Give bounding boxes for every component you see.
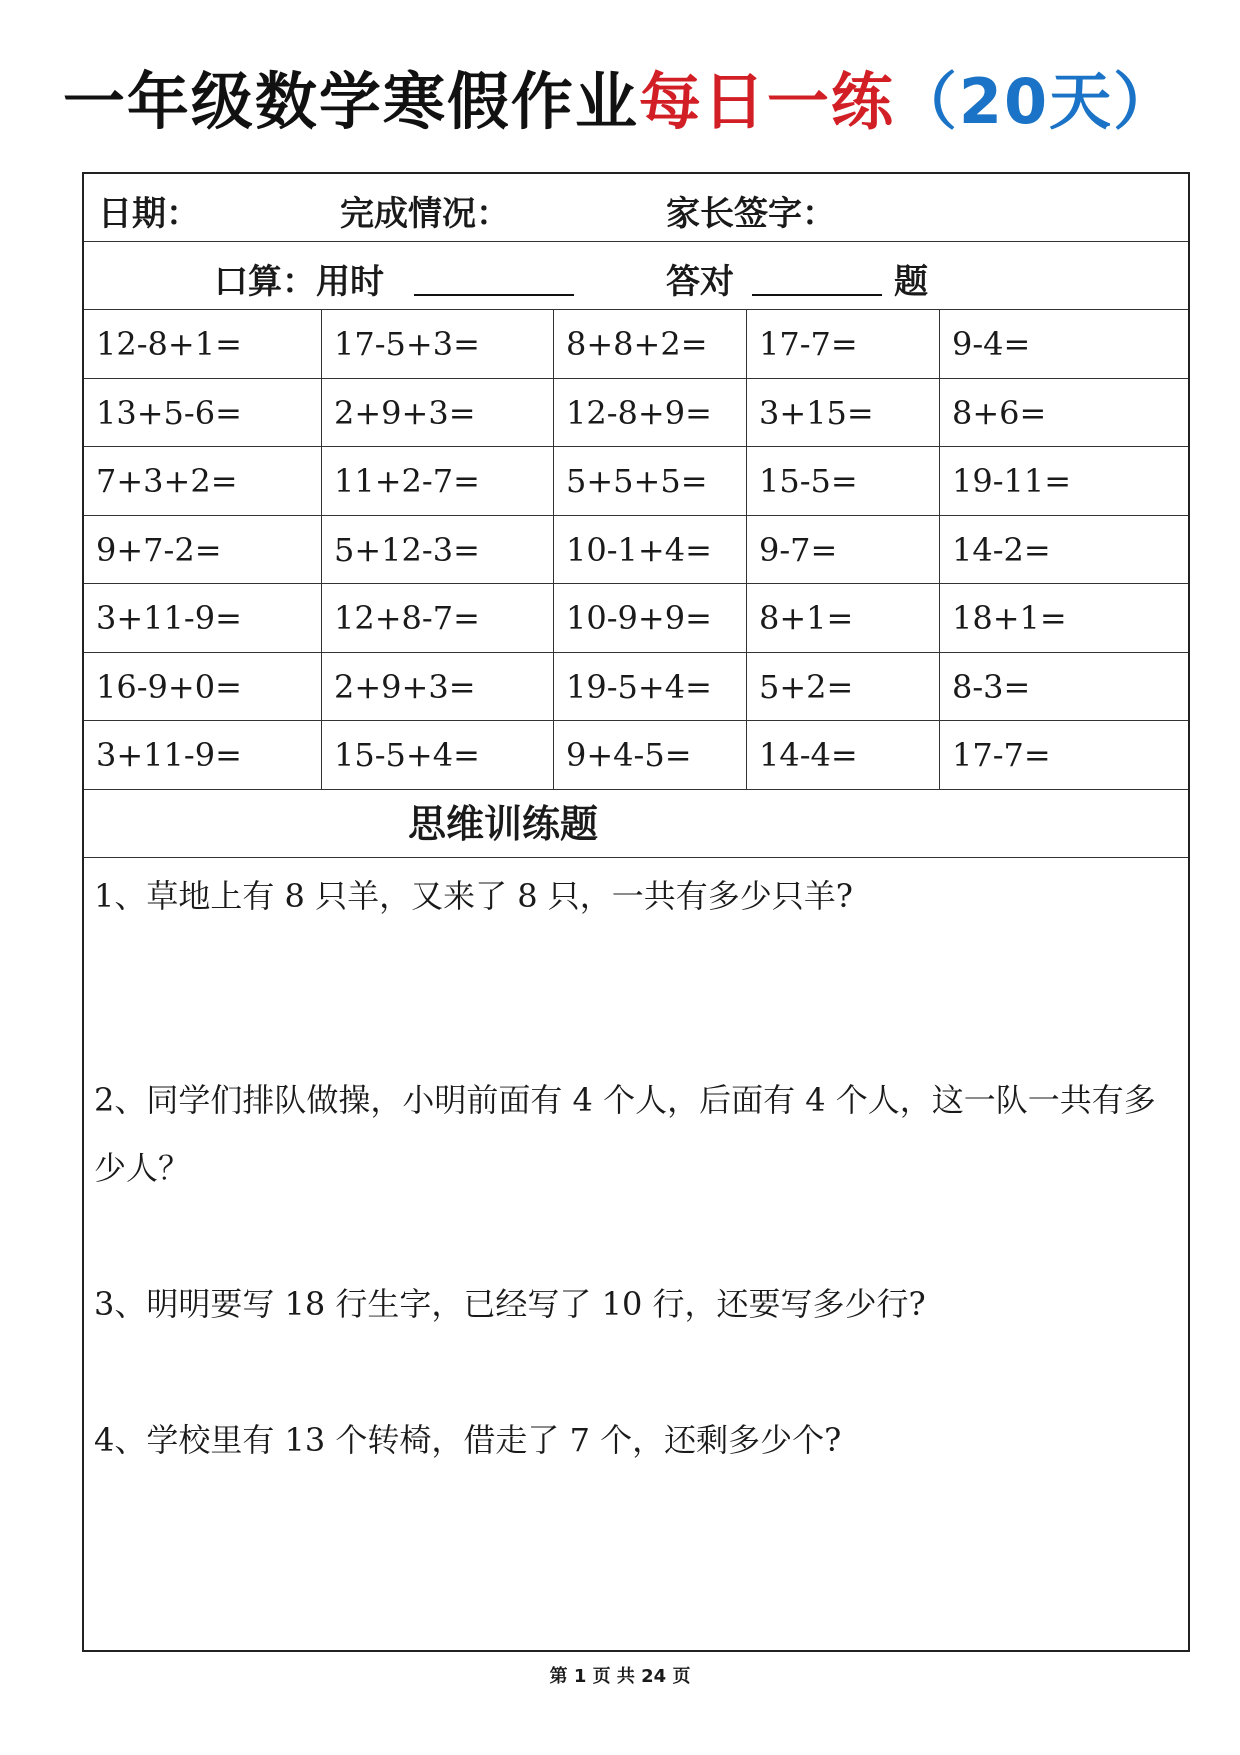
problem-cell: 3+11-9= xyxy=(84,721,322,789)
time-blank[interactable] xyxy=(414,294,574,296)
title-main: 一年级数学寒假作业 xyxy=(62,65,639,138)
problem-cell: 12-8+9= xyxy=(554,379,747,447)
problem-cell: 17-7= xyxy=(952,736,1051,774)
problem-row xyxy=(84,447,1188,516)
correct-label: 答对 xyxy=(666,262,734,302)
question-2: 2、同学们排队做操，小明前面有 4 个人，后面有 4 个人，这一队一共有多少人？ xyxy=(94,1081,1156,1187)
parent-sign-label: 家长签字： xyxy=(666,194,836,234)
status-label: 完成情况： xyxy=(340,194,510,234)
question-3: 3、明明要写 18 行生字，已经写了 10 行，还要写多少行? xyxy=(94,1285,926,1323)
problem-cell: 13+5-6= xyxy=(84,379,322,447)
problem-cell: 7+3+2= xyxy=(84,447,322,515)
problem-cell: 12-8+1= xyxy=(84,310,322,378)
problem-cell: 2+9+3= xyxy=(322,379,554,447)
problem-cell: 19-5+4= xyxy=(554,653,747,721)
page-title xyxy=(0,62,1240,142)
problem-cell: 9+7-2= xyxy=(84,516,322,584)
problem-row xyxy=(84,310,1188,379)
question-4: 4、学校里有 13 个转椅，借走了 7 个，还剩多少个? xyxy=(94,1421,842,1459)
problem-row xyxy=(84,721,1188,790)
problem-cell: 5+2= xyxy=(747,653,940,721)
mental-math-grid xyxy=(84,310,1188,790)
page-footer: 第 1 页 共 24 页 xyxy=(549,1666,691,1687)
info-row xyxy=(84,174,1188,242)
problem-cell: 19-11= xyxy=(952,462,1072,500)
problem-cell: 17-7= xyxy=(747,310,940,378)
problem-cell: 15-5+4= xyxy=(322,721,554,789)
calc-header-row xyxy=(84,242,1188,310)
question-1: 1、草地上有 8 只羊，又来了 8 只，一共有多少只羊? xyxy=(94,877,853,915)
problem-cell: 3+15= xyxy=(747,379,940,447)
problem-cell: 5+5+5= xyxy=(554,447,747,515)
correct-unit: 题 xyxy=(894,262,928,302)
problem-cell: 15-5= xyxy=(747,447,940,515)
problem-row xyxy=(84,379,1188,448)
problem-cell: 8+1= xyxy=(747,584,940,652)
correct-blank[interactable] xyxy=(752,294,882,296)
problem-row xyxy=(84,516,1188,585)
title-highlight: 每日一练 xyxy=(638,65,895,138)
worksheet xyxy=(82,172,1190,1652)
problem-cell: 16-9+0= xyxy=(84,653,322,721)
title-days: （20天） xyxy=(894,65,1178,138)
problem-cell: 17-5+3= xyxy=(322,310,554,378)
problem-cell: 9+4-5= xyxy=(554,721,747,789)
problem-cell: 9-7= xyxy=(747,516,940,584)
time-label: 口算：用时 xyxy=(214,262,384,302)
problem-cell: 14-2= xyxy=(952,530,1051,569)
problem-cell: 9-4= xyxy=(952,325,1031,363)
problem-cell: 10-9+9= xyxy=(554,584,747,652)
problem-cell: 11+2-7= xyxy=(322,447,554,515)
problem-cell: 8-3= xyxy=(952,667,1031,706)
section-title: 思维训练题 xyxy=(84,790,1188,858)
problem-cell: 8+6= xyxy=(952,393,1047,432)
problem-cell: 12+8-7= xyxy=(322,584,554,652)
problem-cell: 2+9+3= xyxy=(322,653,554,721)
problem-cell: 18+1= xyxy=(952,599,1067,637)
problem-cell: 14-4= xyxy=(747,721,940,789)
problem-cell: 5+12-3= xyxy=(322,516,554,584)
date-label: 日期： xyxy=(98,194,200,234)
problem-cell: 8+8+2= xyxy=(554,310,747,378)
problem-cell: 3+11-9= xyxy=(84,584,322,652)
problem-row xyxy=(84,584,1188,653)
problem-row xyxy=(84,653,1188,722)
problem-cell: 10-1+4= xyxy=(554,516,747,584)
